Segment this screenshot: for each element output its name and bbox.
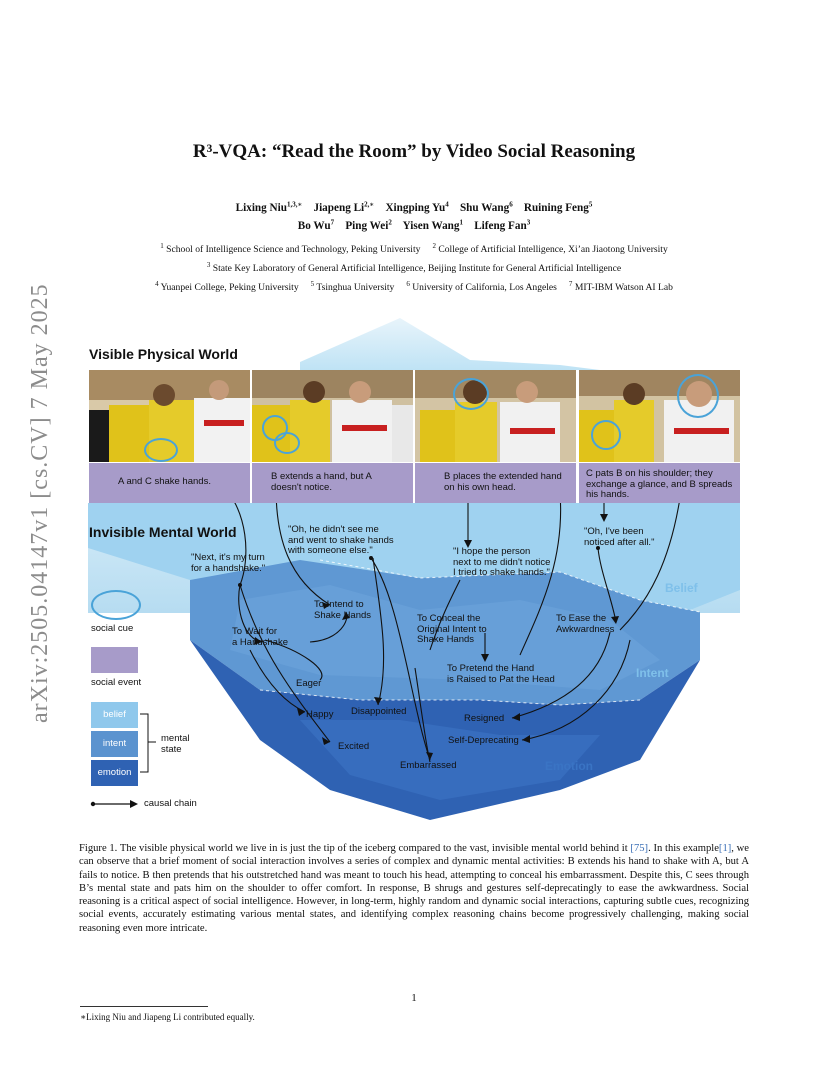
paper-title: R³-VQA: “Read the Room” by Video Social Reasoning (192, 141, 636, 162)
affiliation-line-2: $^3$ State Key Laboratory of General Artificial Intelligence, Beijing Institute for General Artificial Intelligence (206, 261, 622, 275)
emotion-embarrassed: Embarrassed (400, 760, 457, 771)
footnote: ∗Lixing Niu and Jiapeng Li contributed equally. (80, 1012, 255, 1022)
footnote-rule (80, 1006, 208, 1007)
intent-1: To Intend to Shake Hands (314, 599, 372, 621)
author: Lixing Niu$^{1,3,∗}$ (235, 200, 303, 214)
event-text-2: B extends a hand, but A doesn't notice. (271, 471, 372, 493)
author: Bo Wu$^7$ (297, 218, 335, 232)
affiliation-line-3: $^4$ Yuanpei College, Peking University $^5$ Tsinghua University $^6$ University of California, Los Angeles $^7$ MIT-IBM Watson AI Lab (155, 280, 673, 294)
layer-label-intent: Intent (636, 666, 669, 680)
visible-world-label: Visible Physical World (89, 346, 238, 362)
event-text-3: B places the extended hand on his own head. (444, 471, 562, 493)
figure-caption: Figure 1. The visible physical world we live in is just the tip of the iceberg compared to the vast, invisible mental world behind it [75]. In this example[1], we can observe that a brief moment of social interaction involves a series of complex and dynamic mental activities: B extends his hand to shake with A, but A fails to notice. B then pretends that his outstretched hand was meant to touch his head, attempting to conceal his embarrassment. Despite this, C sees through B’s mental state and pats him on the shoulder to offer comfort. In response, B shrugs and gestures self-deprecatingly to ease the awkwardness. Social reasoning is a critical aspect of social intelligence. However, in long-term, highly random and dynamic social interactions, capturing subtle cues, recognizing social events, accurately estimating various mental states, and identifying complex reasoning chains become progressively challenging, making social reasoning even more intricate. (79, 843, 750, 934)
author: Lifeng Fan$^3$ (474, 218, 531, 232)
invisible-world-label: Invisible Mental World (89, 524, 237, 540)
intent-5: To Pretend the Hand is Raised to Pat the Head (447, 663, 555, 685)
video-frame-1 (89, 370, 250, 462)
legend-emotion-swatch: emotion (91, 760, 138, 786)
belief-thought-2: "Oh, he didn't see me and went to shake hands with someone else." (288, 524, 394, 556)
legend-belief-swatch: belief (91, 702, 138, 728)
legend-causal-chain-label: causal chain (144, 798, 197, 809)
event-text-4: C pats B on his shoulder; they exchange a glance, and B spreads his hands. (586, 468, 733, 500)
intent-2: To Wait for a Handshake (232, 626, 288, 648)
citation-link[interactable]: [1] (718, 843, 732, 854)
legend-social-cue-label: social cue (91, 623, 134, 634)
belief-thought-3: "I hope the person next to me didn't notice I tried to shake hands." (453, 546, 551, 578)
social-cue-marker (677, 374, 719, 418)
legend-intent-swatch: intent (91, 731, 138, 757)
author: Ping Wei$^2$ (345, 218, 392, 232)
social-cue-marker (274, 432, 300, 454)
belief-thought-1: "Next, it's my turn for a handshake." (191, 552, 266, 574)
iceberg-tip (300, 318, 600, 370)
author: Yisen Wang$^1$ (402, 218, 463, 232)
emotion-excited: Excited (338, 741, 370, 752)
emotion-happy: Happy (306, 709, 334, 720)
social-cue-marker (453, 378, 489, 410)
author: Xingping Yu$^4$ (385, 200, 449, 214)
video-frame-2 (252, 370, 413, 462)
citation-link[interactable]: [75] (630, 843, 649, 854)
video-frame-3 (415, 370, 576, 462)
intent-4: To Ease the Awkwardness (556, 613, 615, 635)
event-text-1: A and C shake hands. (118, 476, 211, 487)
page-number: 1 (411, 992, 417, 1004)
emotion-resigned: Resigned (464, 713, 505, 724)
emotion-eager: Eager (296, 678, 322, 689)
emotion-disappointed: Disappointed (351, 706, 407, 717)
intent-3: To Conceal the Original Intent to Shake Hands (417, 613, 487, 645)
legend-social-event-label: social event (91, 677, 142, 688)
video-frame-4 (579, 370, 740, 462)
social-cue-marker (591, 420, 621, 450)
author: Shu Wang$^6$ (459, 200, 513, 214)
legend-social-event-swatch (91, 647, 138, 673)
belief-thought-4: "Oh, I've been noticed after all." (584, 526, 655, 548)
social-cue-marker (144, 438, 178, 462)
author: Ruining Feng$^5$ (523, 200, 593, 214)
arxiv-identifier: arXiv:2505.04147v1 [cs.CV] 7 May 2025 (27, 283, 53, 723)
legend-social-cue-icon (91, 590, 141, 620)
layer-label-belief: Belief (665, 581, 698, 595)
layer-label-emotion: Emotion (545, 759, 593, 773)
affiliation-line-1: $^1$ School of Intelligence Science and Technology, Peking University $^2$ College of Artificial Intelligence, Xi’an Jiaotong University (160, 242, 668, 256)
legend-mental-state-label: mental state (161, 733, 190, 755)
author: Jiapeng $Li^{2,∗}$ (313, 200, 375, 214)
emotion-self-deprecating: Self-Deprecating (448, 735, 519, 746)
